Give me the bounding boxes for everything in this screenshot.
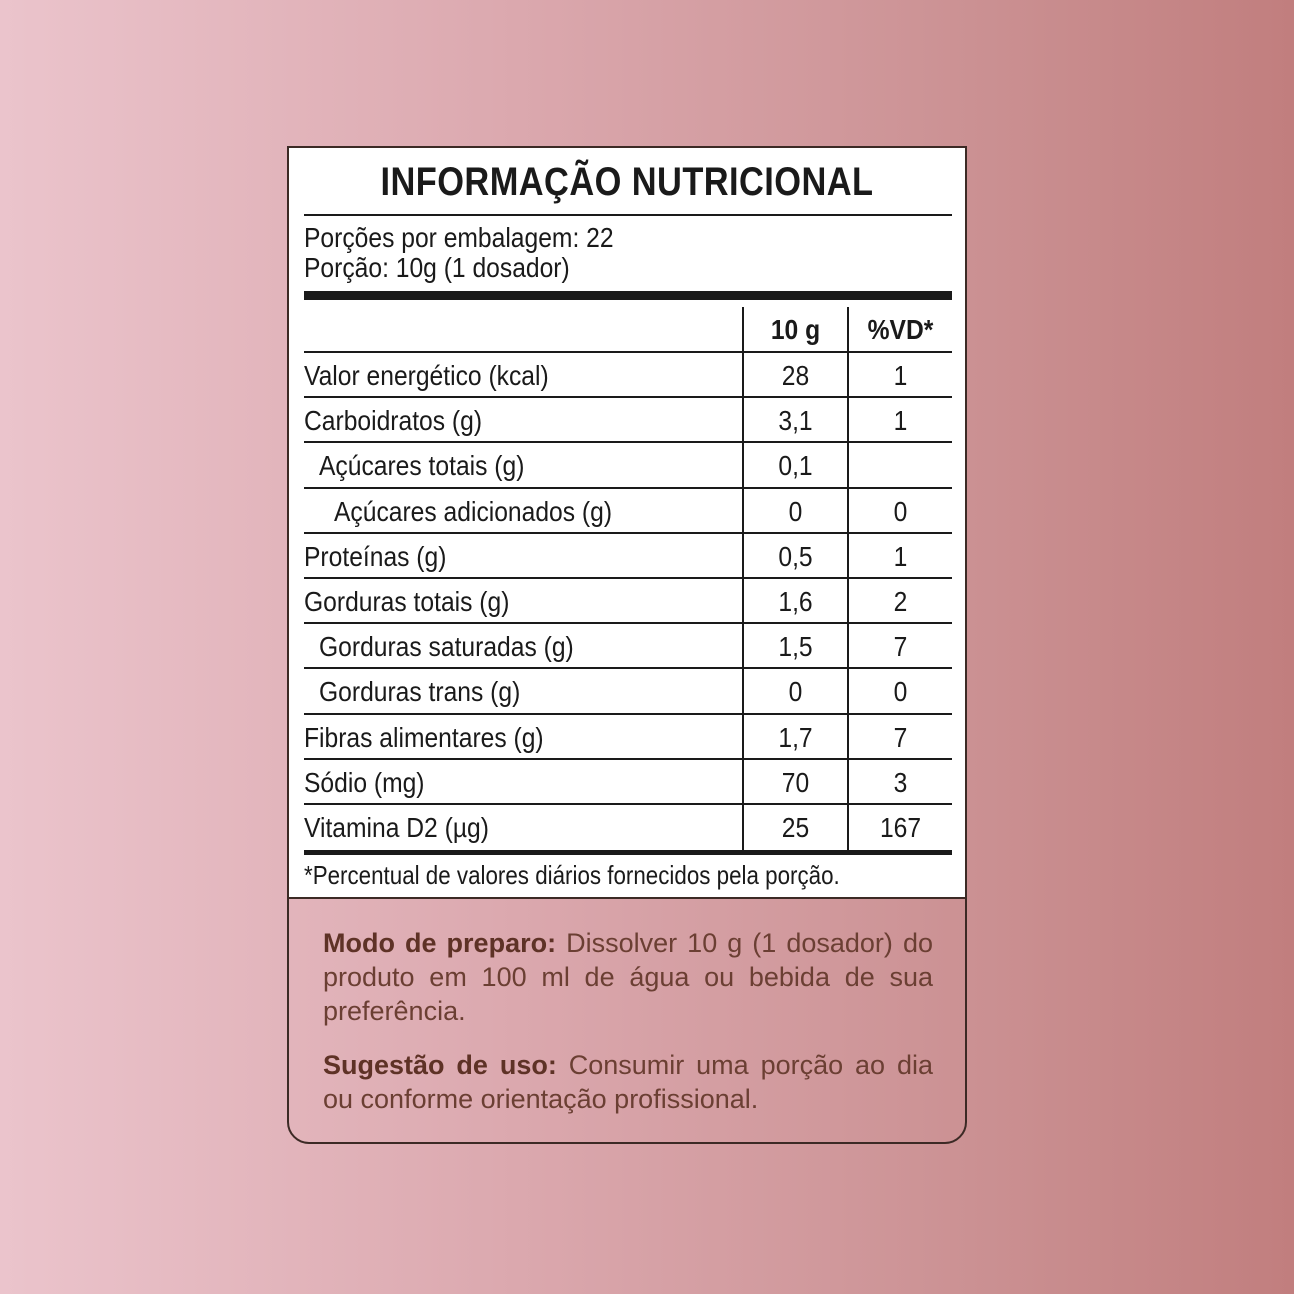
- nutrient-name: Açúcares adicionados (g): [334, 495, 613, 527]
- nutrient-amount: 1,5: [778, 631, 813, 663]
- thick-divider: [304, 291, 952, 300]
- nutrient-amount: 0,1: [778, 450, 813, 482]
- nutrient-dv: 1: [893, 405, 908, 437]
- nutrient-amount: 25: [781, 812, 810, 843]
- nutrient-dv: 0: [893, 495, 908, 527]
- nutrient-dv: 1: [893, 360, 908, 391]
- serving-size: Porção: 10g (1 dosador): [304, 252, 570, 283]
- preparation-paragraph: [323, 926, 933, 1028]
- nutrient-amount: 0: [788, 676, 803, 708]
- usage-paragraph: [323, 1048, 933, 1116]
- nutrient-dv: 2: [893, 586, 908, 617]
- nutrient-dv: 7: [893, 721, 908, 753]
- column-header-dv: %VD*: [867, 314, 934, 345]
- servings-per-package: Porções por embalagem: 22: [304, 222, 614, 253]
- nutrient-dv: [855, 443, 946, 488]
- usage-text: Consumir uma porção ao dia ou conforme orientação profissional.: [323, 1050, 933, 1114]
- nutrient-amount: 1,7: [778, 721, 813, 753]
- nutrition-panel: [287, 146, 967, 1144]
- column-divider-dv: [847, 307, 849, 852]
- nutrient-name: Gorduras trans (g): [319, 676, 521, 708]
- preparation-section: [323, 926, 933, 1136]
- nutrient-name: Proteínas (g): [304, 540, 447, 572]
- nutrient-amount: 0: [788, 495, 803, 527]
- nutrient-name: Sódio (mg): [304, 766, 425, 798]
- nutrient-name: Carboidratos (g): [304, 405, 483, 437]
- title-divider: [304, 214, 952, 216]
- nutrient-amount: 3,1: [778, 405, 813, 437]
- column-divider-amount: [742, 307, 744, 852]
- nutrient-dv: 1: [893, 540, 908, 572]
- nutrient-name: Valor energético (kcal): [304, 360, 549, 391]
- label-title: INFORMAÇÃO NUTRICIONAL: [380, 160, 874, 204]
- nutrient-name: Gorduras totais (g): [304, 586, 510, 617]
- nutrient-dv: 0: [893, 676, 908, 708]
- nutrient-name: Açúcares totais (g): [319, 450, 525, 482]
- footnote: *Percentual de valores diários fornecidos pela porção.: [304, 860, 840, 890]
- nutrient-amount: 1,6: [778, 586, 813, 617]
- preparation-label: Modo de preparo:: [323, 928, 557, 958]
- usage-label: Sugestão de uso:: [323, 1050, 557, 1080]
- nutrient-amount: 70: [781, 766, 810, 798]
- nutrient-name: Fibras alimentares (g): [304, 721, 544, 753]
- nutrient-name: Gorduras saturadas (g): [319, 631, 574, 663]
- nutrient-name: Vitamina D2 (µg): [304, 812, 489, 843]
- nutrition-label: [289, 148, 965, 899]
- column-header-amount: 10 g: [770, 314, 821, 345]
- bottom-divider: [304, 850, 952, 855]
- nutrient-amount: 28: [781, 360, 810, 391]
- nutrient-dv: 3: [893, 766, 908, 798]
- nutrient-amount: 0,5: [778, 540, 813, 572]
- nutrient-dv: 7: [893, 631, 908, 663]
- preparation-text: Dissolver 10 g (1 dosador) do produto em 100 ml de água ou bebida de sua preferência.: [323, 928, 933, 1026]
- nutrient-dv: 167: [879, 812, 922, 843]
